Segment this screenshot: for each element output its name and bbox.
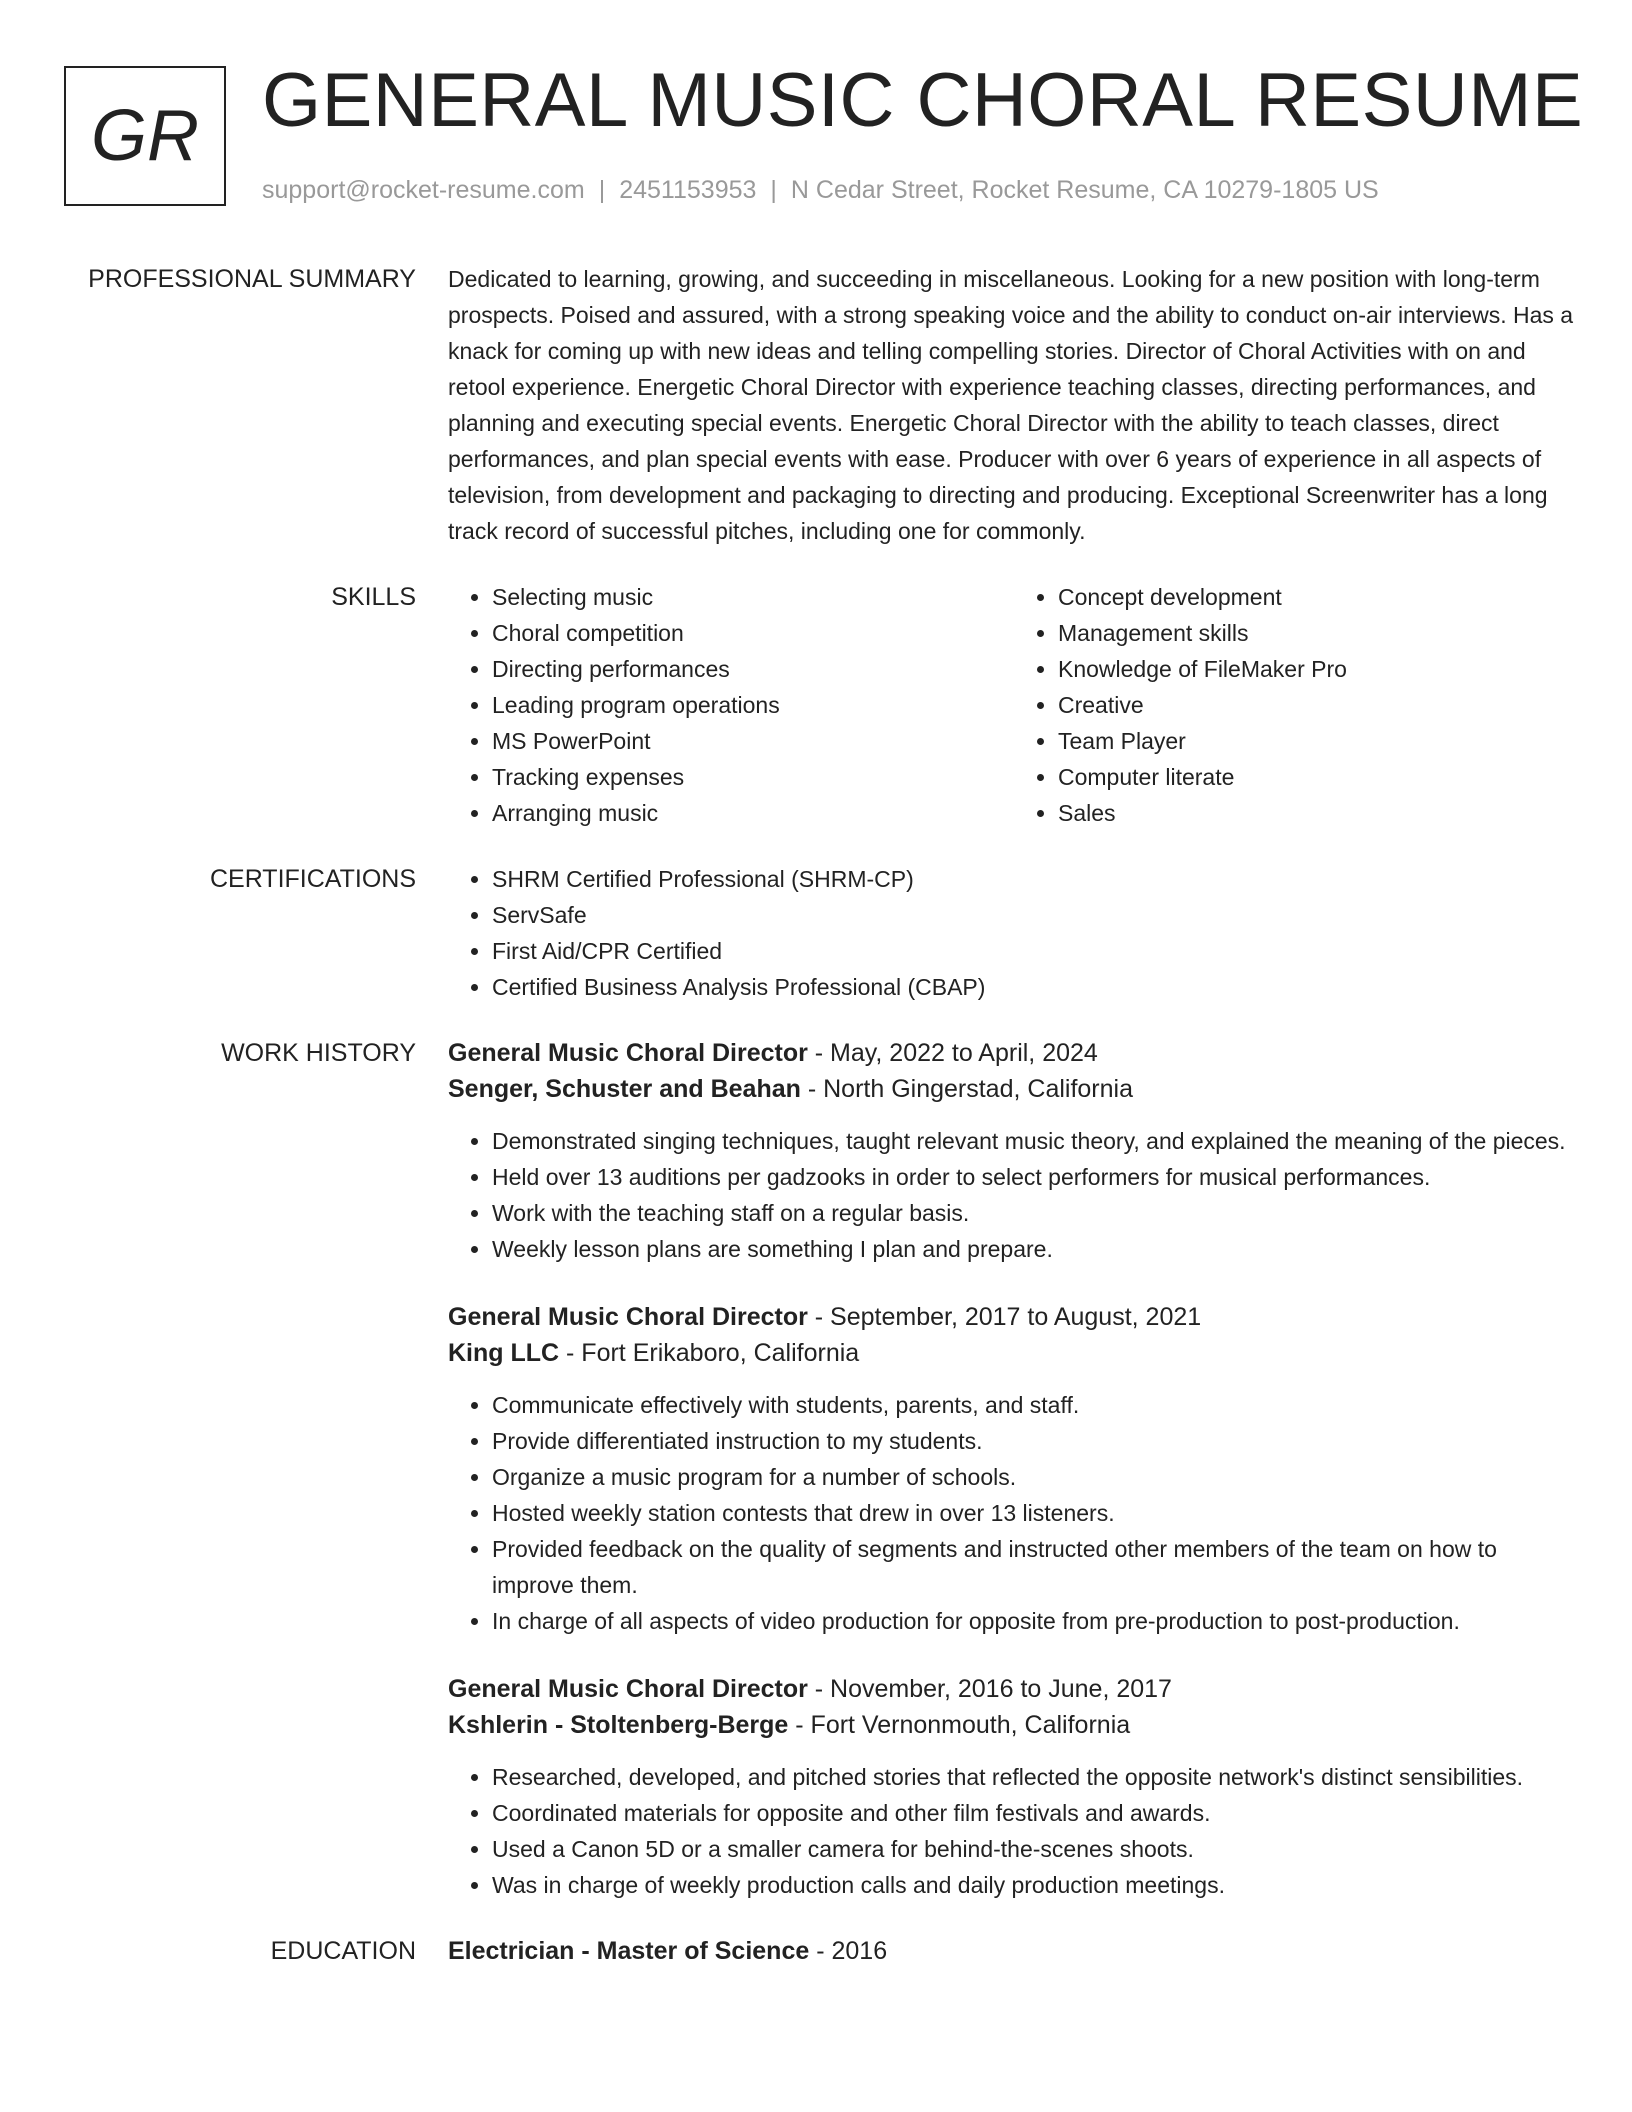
education-line	[448, 1933, 1580, 1969]
job-bullet: • Coordinated materials for opposite and other film festivals and awards.	[492, 1795, 1580, 1831]
job-dates: - November, 2016 to June, 2017	[807, 1675, 1172, 1703]
skill-item: • Tracking expenses	[492, 759, 1014, 795]
skill-item: • Management skills	[1058, 615, 1580, 651]
skills-list-right	[1014, 579, 1580, 831]
job-title: General Music Choral Director	[448, 1675, 808, 1703]
job-bullets	[448, 1759, 1580, 1903]
contact-separator: |	[598, 176, 606, 204]
job-entry	[448, 1671, 1580, 1903]
job-bullet: • Communicate effectively with students, parents, and staff.	[492, 1387, 1580, 1423]
certification-item: • ServSafe	[492, 897, 1580, 933]
skill-item: • Computer literate	[1058, 759, 1580, 795]
job-bullet: • Researched, developed, and pitched stories that reflected the opposite network's distinct sensibilities.	[492, 1759, 1580, 1795]
education-year: - 2016	[809, 1937, 888, 1965]
resume-title: GENERAL MUSIC CHORAL RESUME	[262, 58, 1584, 143]
certifications-list	[448, 861, 1580, 1005]
resume-content	[0, 261, 1632, 1969]
job-bullet: • Used a Canon 5D or a smaller camera for behind-the-scenes shoots.	[492, 1831, 1580, 1867]
job-dates: - September, 2017 to August, 2021	[807, 1303, 1202, 1331]
job-location: - Fort Vernonmouth, California	[788, 1711, 1131, 1739]
section-label-education: EDUCATION	[270, 1937, 416, 1965]
job-bullet: • Was in charge of weekly production calls and daily production meetings.	[492, 1867, 1580, 1903]
skill-item: • Sales	[1058, 795, 1580, 831]
education-body	[448, 1933, 1580, 1969]
job-bullet: • Hosted weekly station contests that drew in over 13 listeners.	[492, 1495, 1580, 1531]
job-title-line	[448, 1035, 1580, 1071]
section-label-skills: SKILLS	[331, 583, 416, 611]
certification-item: • Certified Business Analysis Professional (CBAP)	[492, 969, 1580, 1005]
certification-item: • First Aid/CPR Certified	[492, 933, 1580, 969]
skill-item: • Directing performances	[492, 651, 1014, 687]
job-title: General Music Choral Director	[448, 1039, 808, 1067]
job-company: Kshlerin - Stoltenberg-Berge	[448, 1711, 789, 1739]
job-entry	[448, 1035, 1580, 1267]
job-company: King LLC	[448, 1339, 560, 1367]
section-label-work-history: WORK HISTORY	[221, 1039, 416, 1067]
job-title-line	[448, 1299, 1580, 1335]
contact-line	[262, 176, 1379, 205]
job-bullet: • In charge of all aspects of video production for opposite from pre-production to post-production.	[492, 1603, 1580, 1639]
skill-item: • Leading program operations	[492, 687, 1014, 723]
job-company-line	[448, 1071, 1580, 1107]
certification-item: • SHRM Certified Professional (SHRM-CP)	[492, 861, 1580, 897]
education-degree: Electrician - Master of Science	[448, 1937, 810, 1965]
skill-item: • Choral competition	[492, 615, 1014, 651]
skill-item: • Team Player	[1058, 723, 1580, 759]
job-bullet: • Held over 13 auditions per gadzooks in order to select performers for musical performances.	[492, 1159, 1580, 1195]
job-dates: - May, 2022 to April, 2024	[807, 1039, 1098, 1067]
section-label-certifications: CERTIFICATIONS	[209, 865, 416, 893]
job-title-line	[448, 1671, 1580, 1707]
skill-item: • Arranging music	[492, 795, 1014, 831]
job-bullets	[448, 1387, 1580, 1639]
section-label-summary: PROFESSIONAL SUMMARY	[88, 265, 416, 293]
monogram-badge: GR	[64, 66, 226, 206]
contact-email[interactable]: support@rocket-resume.com	[262, 176, 585, 204]
job-location: - North Gingerstad, California	[800, 1075, 1133, 1103]
job-title: General Music Choral Director	[448, 1303, 808, 1331]
job-company-line	[448, 1335, 1580, 1371]
job-entry	[448, 1299, 1580, 1639]
job-bullet: • Demonstrated singing techniques, taught relevant music theory, and explained the meaning of the pieces.	[492, 1123, 1580, 1159]
skills-section	[0, 579, 1632, 831]
job-bullet: • Weekly lesson plans are something I plan and prepare.	[492, 1231, 1580, 1267]
contact-separator: |	[770, 176, 777, 204]
certifications-section	[0, 861, 1632, 1005]
job-bullet: • Provided feedback on the quality of segments and instructed other members of the team on how to improve them.	[492, 1531, 1580, 1603]
contact-phone[interactable]: 2451153953	[619, 176, 757, 204]
summary-body	[448, 261, 1580, 549]
job-bullets	[448, 1123, 1580, 1267]
skill-item: • Selecting music	[492, 579, 1014, 615]
work-history-section	[0, 1035, 1632, 1903]
work-history-body	[448, 1035, 1580, 1903]
contact-address: N Cedar Street, Rocket Resume, CA 10279-1805 US	[790, 176, 1379, 204]
summary-section	[0, 261, 1632, 549]
job-bullet: • Organize a music program for a number of schools.	[492, 1459, 1580, 1495]
skills-body	[448, 579, 1580, 831]
summary-text: Dedicated to learning, growing, and succeeding in miscellaneous. Looking for a new position with long-term prospects. Poised and assured, with a strong speaking voice and the ability to conduct on-air interviews. Has a knack for coming up with new ideas and telling compelling stories. Director of Choral Activities with on and retool experience. Energetic Choral Director with experience teaching classes, directing performances, and planning and executing special events. Energetic Choral Director with the ability to teach classes, direct performances, and plan special events with ease. Producer with over 6 years of experience in all aspects of television, from development and packaging to directing and producing. Exceptional Screenwriter has a long track record of successful pitches, including one for commonly.	[448, 266, 1574, 544]
certifications-body	[448, 861, 1580, 1005]
education-section	[0, 1933, 1632, 1969]
job-bullet: • Work with the teaching staff on a regular basis.	[492, 1195, 1580, 1231]
skill-item: • Creative	[1058, 687, 1580, 723]
job-location: - Fort Erikaboro, California	[559, 1339, 860, 1367]
skill-item: • Concept development	[1058, 579, 1580, 615]
job-company-line	[448, 1707, 1580, 1743]
skills-list-left	[448, 579, 1014, 831]
skill-item: • Knowledge of FileMaker Pro	[1058, 651, 1580, 687]
job-company: Senger, Schuster and Beahan	[448, 1075, 801, 1103]
job-bullet: • Provide differentiated instruction to my students.	[492, 1423, 1580, 1459]
skill-item: • MS PowerPoint	[492, 723, 1014, 759]
